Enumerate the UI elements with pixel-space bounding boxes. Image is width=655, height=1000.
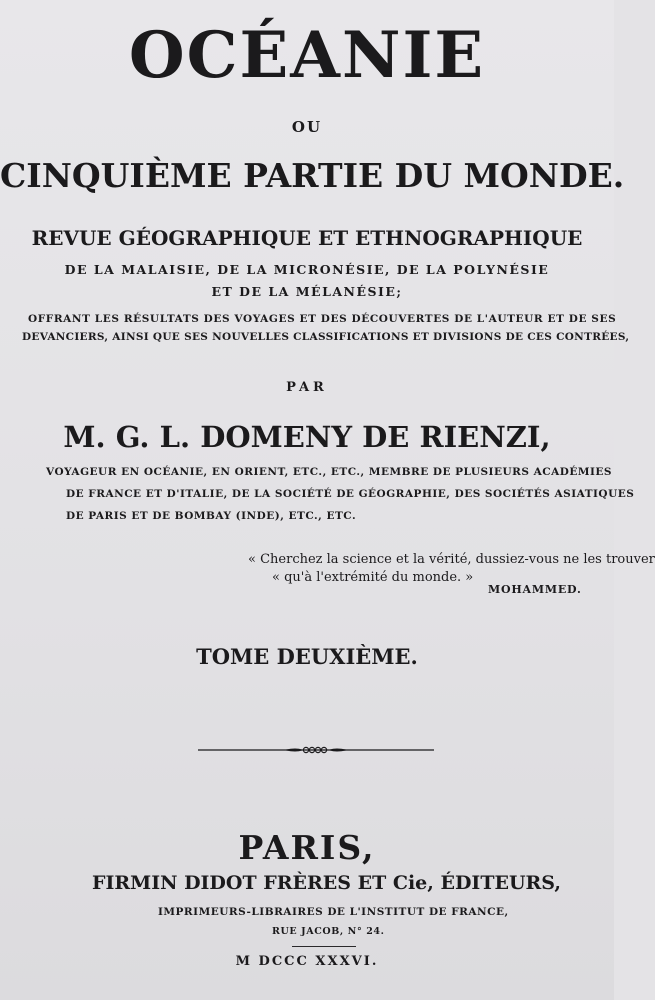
publisher-address: RUE JACOB, N° 24.: [272, 926, 385, 937]
description-line-1: OFFRANT LES RÉSULTATS DES VOYAGES ET DES DÉCOUVERTES DE L'AUTEUR ET DE SES: [28, 313, 617, 325]
book-title: OCÉANIE: [128, 18, 486, 93]
revue-heading: REVUE GÉOGRAPHIQUE ET ETHNOGRAPHIQUE: [31, 226, 583, 250]
epigraph-line-1: « Cherchez la science et la vérité, dussiez-vous ne les trouver: [248, 552, 655, 567]
publication-city: PARIS,: [238, 828, 376, 867]
author-credentials-line-1: VOYAGEUR EN OCÉANIE, EN ORIENT, ETC., ETC., MEMBRE DE PLUSIEURS ACADÉMIES: [46, 466, 612, 478]
publisher-role: IMPRIMEURS-LIBRAIRES DE L'INSTITUT DE FRANCE,: [158, 906, 509, 918]
book-subtitle: CINQUIÈME PARTIE DU MONDE.: [0, 156, 625, 195]
region-line-1: DE LA MALAISIE, DE LA MICRONÉSIE, DE LA POLYNÉSIE: [64, 262, 550, 277]
ornamental-rule: [198, 746, 434, 754]
description-line-2: DEVANCIERS, AINSI QUE SES NOUVELLES CLASSIFICATIONS ET DIVISIONS DE CES CONTRÉES,: [22, 331, 630, 343]
volume-label: TOME DEUXIÈME.: [196, 644, 418, 669]
publisher-name: FIRMIN DIDOT FRÈRES ET Cie, ÉDITEURS,: [92, 872, 561, 894]
epigraph-attribution: MOHAMMED.: [488, 583, 582, 596]
region-line-2: ET DE LA MÉLANÉSIE;: [211, 284, 403, 299]
epigraph-line-2: « qu'à l'extrémité du monde. »: [272, 570, 474, 585]
publication-year: M DCCC XXXVI.: [235, 954, 379, 969]
title-conjunction: OU: [291, 118, 323, 136]
author-credentials-line-3: DE PARIS ET DE BOMBAY (INDE), ETC., ETC.: [66, 510, 357, 522]
divider: [292, 946, 356, 947]
by-label: PAR: [286, 380, 328, 395]
author-name: M. G. L. DOMENY DE RIENZI,: [63, 420, 551, 454]
author-credentials-line-2: DE FRANCE ET D'ITALIE, DE LA SOCIÉTÉ DE GÉOGRAPHIE, DES SOCIÉTÉS ASIATIQUES: [66, 488, 635, 500]
